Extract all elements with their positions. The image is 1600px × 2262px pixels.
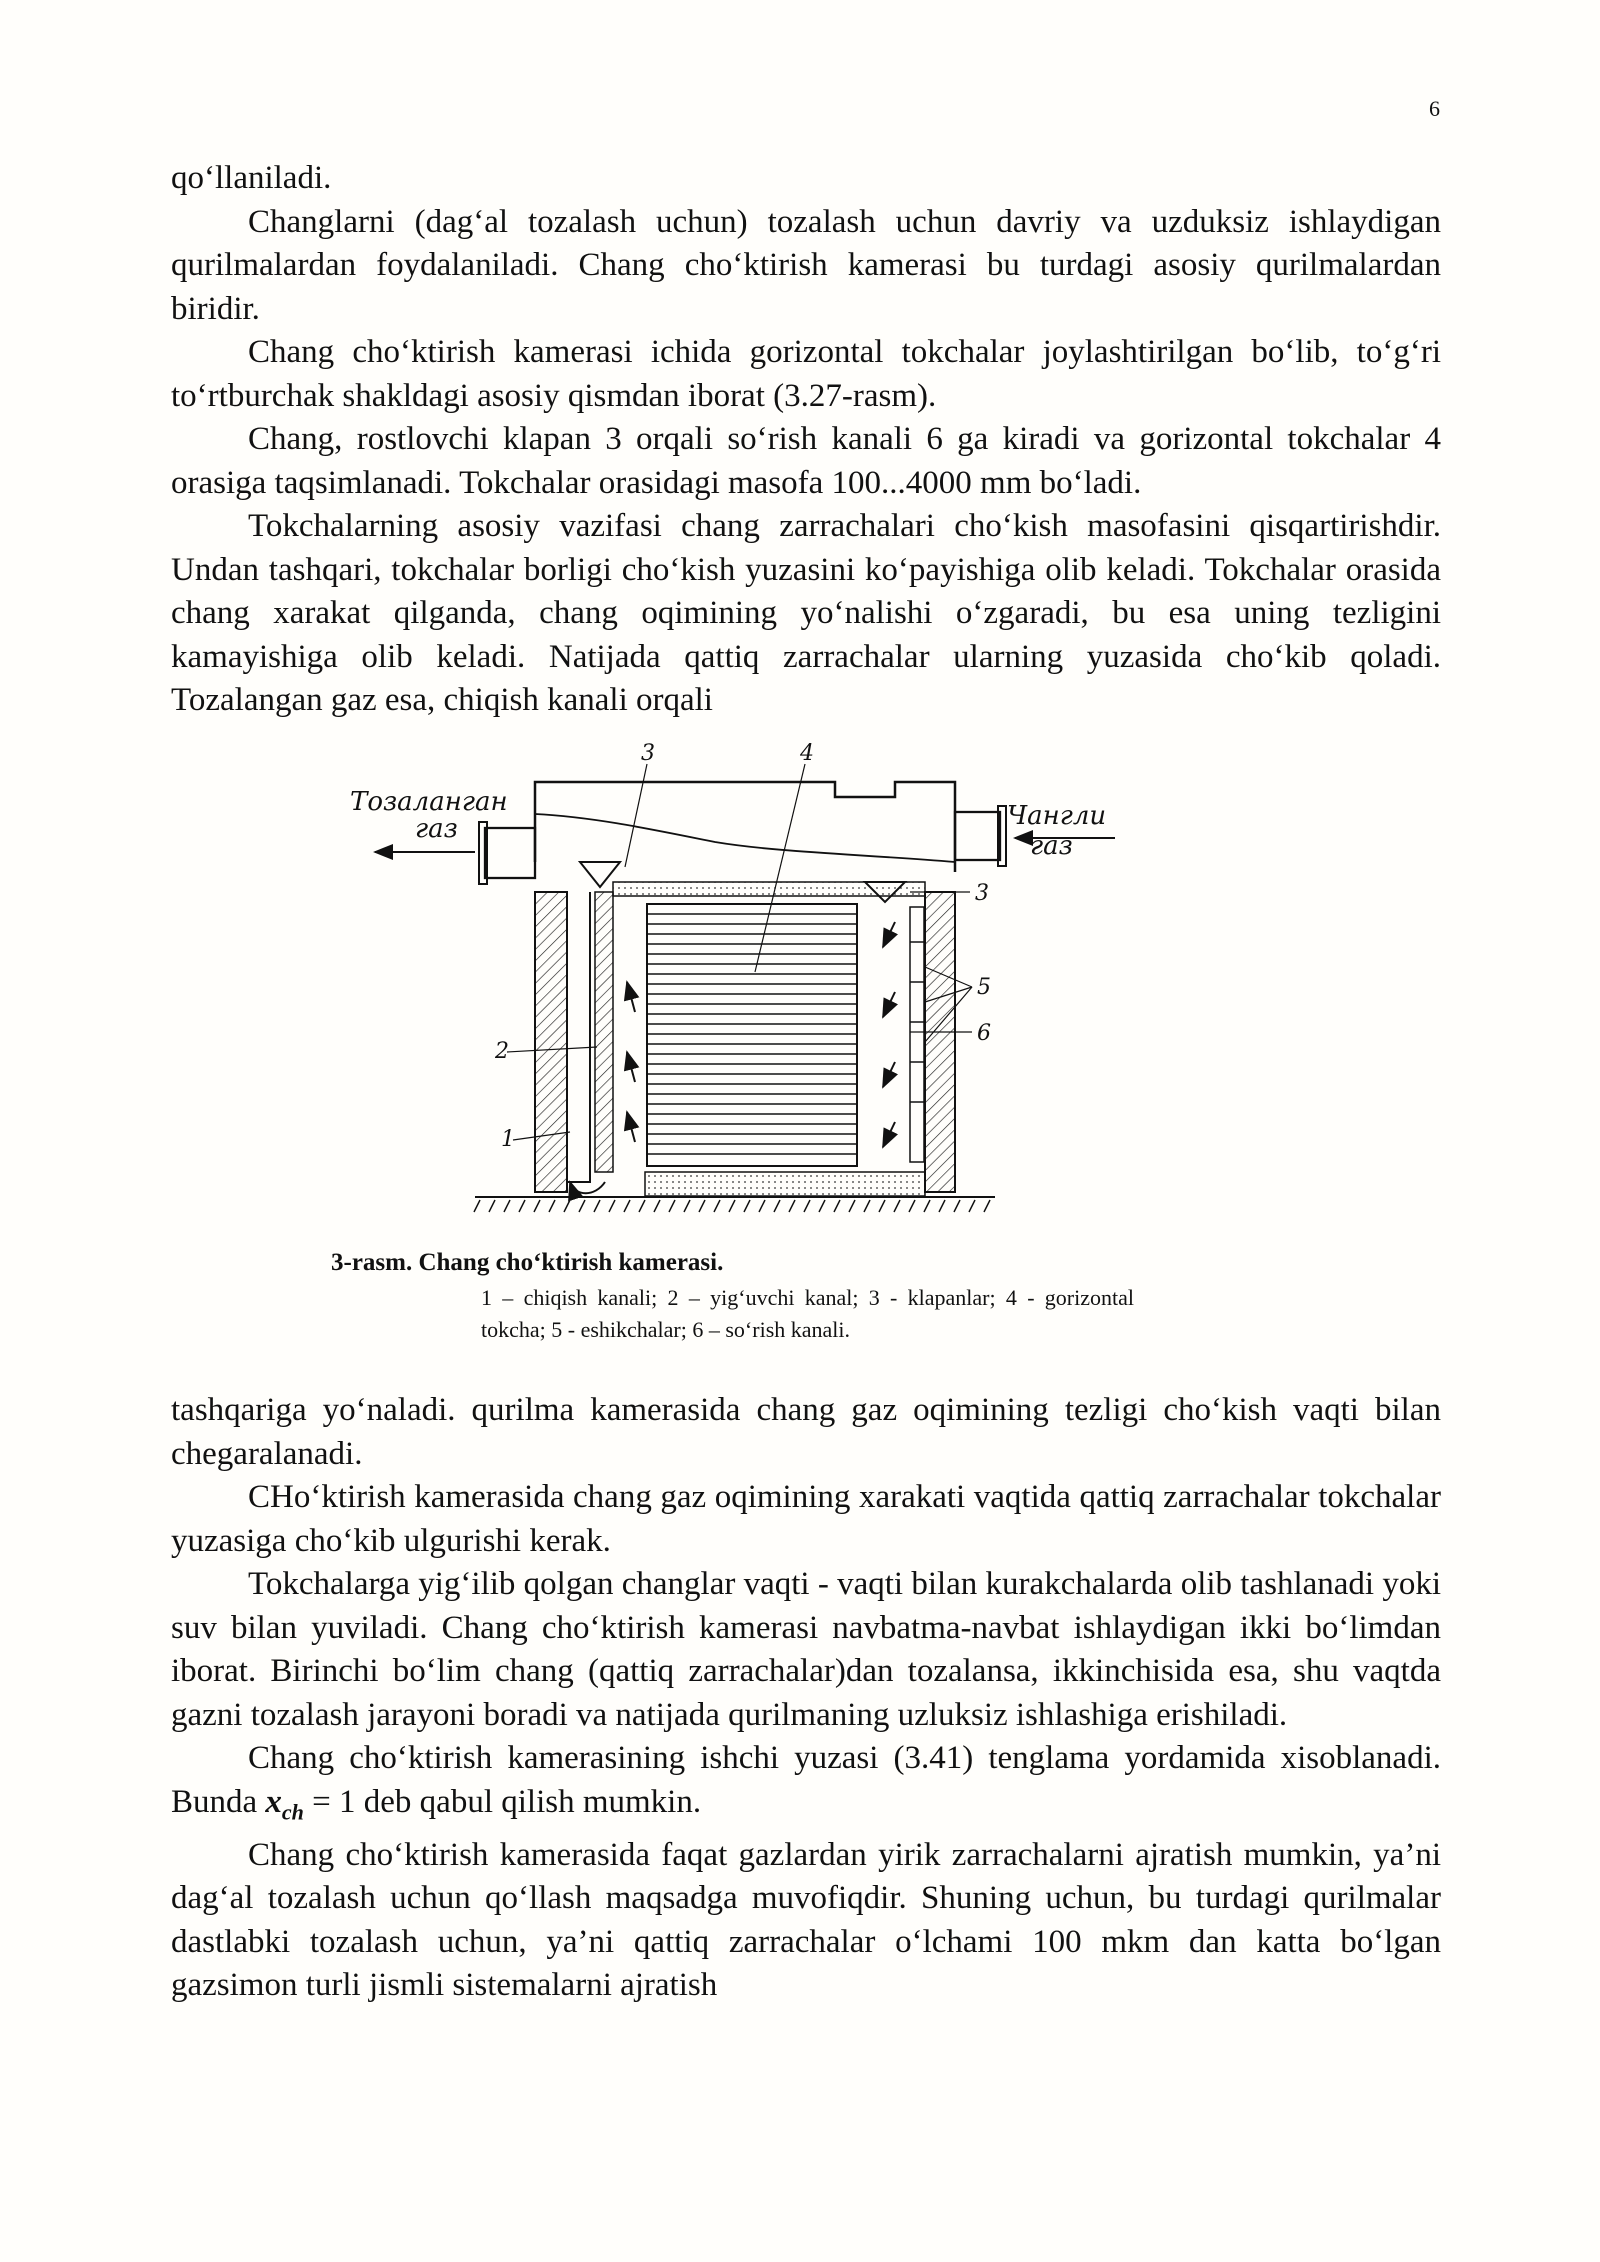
callout-2: 2: [495, 1039, 509, 1064]
formula-subscript: ch: [281, 1799, 304, 1825]
inlet-label-line1: Чангли: [1007, 801, 1107, 831]
ground-hatching: [474, 1200, 990, 1212]
formula-text-after: = 1 deb qabul qilish mumkin.: [303, 1783, 702, 1820]
paragraph: Changlarni (dag‘al tozalash uchun) tozalash uchun davriy va uzduksiz ishlaydigan qurilmalardan foydalaniladi. Chang cho‘ktirish kamerasi bu turdagi asosiy qurilmalardan biridir.: [171, 203, 1441, 327]
left-outer-wall: [535, 892, 567, 1192]
outlet-label-line2: газ: [415, 814, 458, 844]
formula-text-before: Chang cho‘ktirish kamerasining ishchi yuzasi (3.41) tenglama yordamida xisoblanadi. Bunda: [171, 1740, 1441, 1820]
paragraph: Chang cho‘ktirish kamerasida faqat gazlardan yirik zarrachalarni ajratish mumkin, ya’ni dag‘al tozalash uchun qo‘llash maqsadga muvofiqdir. Shuning uchun, bu turdagi qurilmalar dastlabki tozalash uchun, ya’ni qattiq zarrachalar o‘lchami 100 mkm dan katta bo‘lgan gazsimon turli jismli sistemalarni ajratish: [171, 1836, 1441, 2004]
paragraph: Chang, rostlovchi klapan 3 orqali so‘rish kanali 6 ga kiradi va gorizontal tokchalar 4 orasiga taqsimlanadi. Tokchalar orasidagi masofa 100...4000 mm bo‘ladi.: [171, 421, 1441, 501]
callout-3-top: 3: [641, 742, 655, 766]
dust-settling-chamber-figure: [335, 742, 1125, 1232]
page-number: 6: [1429, 96, 1440, 121]
paragraph: Tokchalarning asosiy vazifasi chang zarrachalari cho‘kish masofasini qisqartirishdir. Undan tashqari, tokchalar borligi cho‘kish yuzasini ko‘payishiga olib keladi. Tokchalar orasida chang xarakat qilganda, chang oqimining yo‘nalishi o‘zgaradi, bu esa uning tezligini kamayishiga olib keladi. Natijada qattiq zarrachalar ularning yuzasida cho‘kib qoladi. Tozalangan gaz esa, chiqish kanali orqali: [171, 508, 1441, 718]
text-block-top: [171, 157, 1441, 723]
outlet-channel: [567, 892, 590, 1182]
paragraph: qo‘llaniladi.: [171, 160, 332, 196]
top-duct-outline: [535, 782, 955, 872]
callout-6: 6: [977, 1021, 991, 1046]
bottom-slab: [645, 1172, 925, 1196]
paragraph: Chang cho‘ktirish kamerasi ichida gorizontal tokchalar joylashtirilgan bo‘lib, to‘g‘ri to‘rtburchak shakldagi asosiy qismdan iborat (3.27-rasm).: [171, 334, 1441, 414]
paragraph: CHo‘ktirish kamerasida chang gaz oqimining xarakati vaqtida qattiq zarrachalar tokchalar yuzasiga cho‘kib ulgurishi kerak.: [171, 1479, 1441, 1559]
callout-4: 4: [800, 742, 814, 766]
callout-3-right: 3: [975, 881, 989, 906]
paragraph: tashqariga yo‘naladi. qurilma kamerasida chang gaz oqimining tezligi cho‘kish vaqti bilan chegaralanadi.: [171, 1392, 1441, 1472]
paragraph-with-formula: [171, 1737, 1441, 1834]
inlet-duct: [955, 812, 1000, 860]
chamber-diagram: [335, 742, 1125, 1232]
inlet-label-line2: газ: [1030, 831, 1073, 861]
text-block-bottom: [171, 1389, 1441, 2008]
inner-partition: [595, 892, 613, 1172]
doors: [910, 907, 924, 1162]
right-outer-wall: [925, 892, 955, 1192]
callout-1: 1: [501, 1127, 515, 1152]
outlet-label-line1: Тозаланган: [350, 787, 508, 817]
figure-caption-title: 3-rasm. Chang cho‘ktirish kamerasi.: [331, 1249, 724, 1276]
figure-caption-legend: 1 – chiqish kanali; 2 – yig‘uvchi kanal; 3 - klapanlar; 4 - gorizontal tokcha; 5 - eshikchalar; 6 – so‘rish kanali.: [481, 1285, 1134, 1342]
paragraph: Tokchalarga yig‘ilib qolgan changlar vaqti - vaqti bilan kurakchalarda olib tashlanadi yoki suv bilan yuviladi. Chang cho‘ktirish kamerasi navbatma-navbat ishlaydigan ikki bo‘limdan iborat. Birinchi bo‘lim chang (qattiq zarrachalar)dan tozalansa, ikkinchisida esa, shu vaqtda gazni tozalash jarayoni boradi va natijada qurilmaning uzluksiz ishlashiga erishiladi.: [171, 1566, 1441, 1733]
formula-variable: x: [265, 1783, 282, 1820]
callout-5: 5: [977, 975, 991, 1000]
outlet-duct: [485, 828, 535, 878]
sloped-ceiling: [535, 814, 955, 862]
shelves: [647, 904, 857, 1166]
